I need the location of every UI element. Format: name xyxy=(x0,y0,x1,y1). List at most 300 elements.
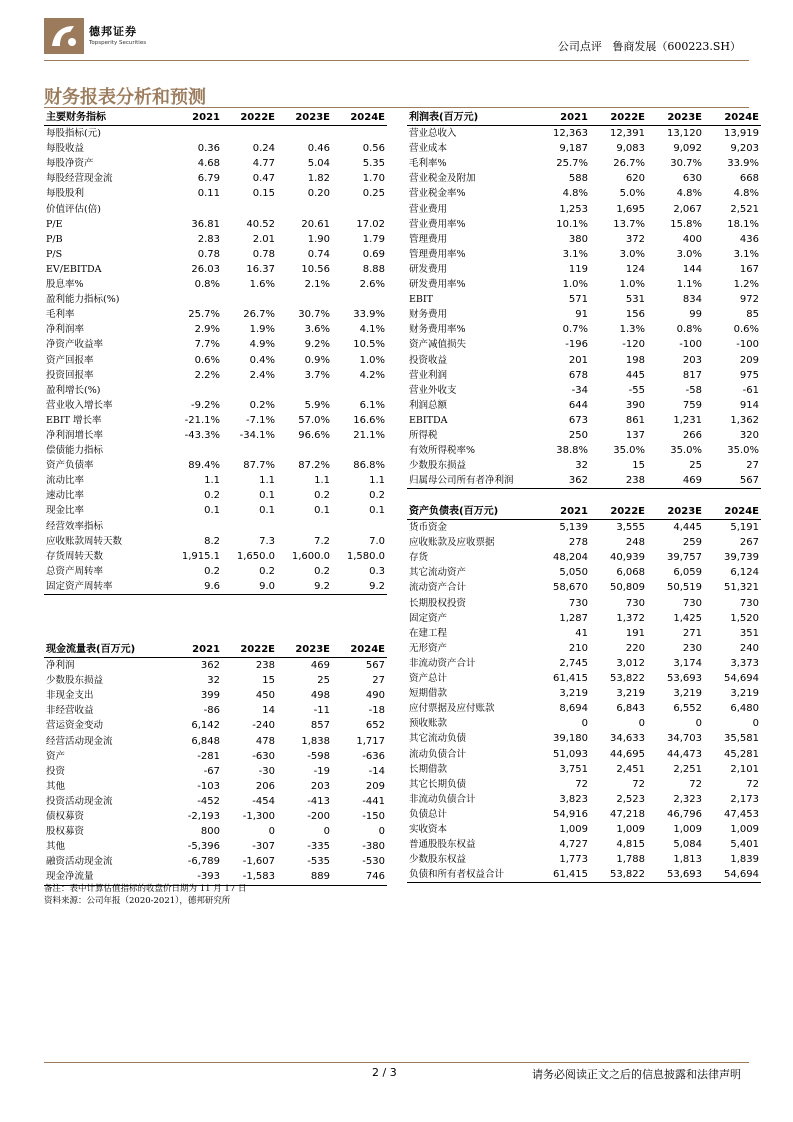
cell-value: 3,174 xyxy=(673,657,702,669)
cell-value: 4.8% xyxy=(733,188,759,200)
row-label: 应收账款周转天数 xyxy=(46,535,123,547)
table-header-row xyxy=(44,642,387,658)
row-label: 应收账款及应收票据 xyxy=(409,537,495,549)
cell-value: 259 xyxy=(682,537,702,549)
row-label: 营业收入增长率 xyxy=(46,399,113,411)
table-title: 现金流量表(百万元) xyxy=(44,642,167,658)
cell-value xyxy=(332,383,387,398)
cell-value: 0.24 xyxy=(252,143,275,155)
cell-value: 53,822 xyxy=(610,673,645,685)
row-label: 流动负债合计 xyxy=(409,748,467,760)
year-header: 2022E xyxy=(590,110,647,126)
cell-value: 2.2% xyxy=(194,369,220,381)
row-label: 资产 xyxy=(46,750,66,762)
row-label: 财务费用率% xyxy=(409,324,466,336)
cell-value: 10.5% xyxy=(353,339,385,351)
cell-value: 1,009 xyxy=(730,823,759,835)
row-label: 营业总收入 xyxy=(409,128,457,140)
table-row xyxy=(44,353,387,368)
cell-value: 53,693 xyxy=(667,673,702,685)
cell-value: 436 xyxy=(739,233,759,245)
cell-value: -393 xyxy=(167,869,222,885)
year-header: 2024E xyxy=(704,504,761,520)
cell-value: 46,796 xyxy=(667,808,702,820)
cell-value: 30.7% xyxy=(298,309,330,321)
table-row xyxy=(44,428,387,443)
report-type: 公司点评 xyxy=(557,40,602,53)
cell-value: 4.8% xyxy=(676,188,702,200)
cell-value: 0.2 xyxy=(259,565,275,577)
cell-value: 1.3% xyxy=(619,324,645,336)
cell-value: 33.9% xyxy=(727,158,759,170)
cell-value: -150 xyxy=(362,811,385,823)
cell-value xyxy=(222,126,277,142)
row-label: 所得税 xyxy=(409,429,438,441)
cell-value: -120 xyxy=(622,339,645,351)
cell-value: 10.1% xyxy=(556,218,588,230)
cell-value: 1.70 xyxy=(362,173,385,185)
cell-value: 9,083 xyxy=(616,143,645,155)
cell-value: 0.3 xyxy=(369,565,385,577)
cell-value: -11 xyxy=(313,705,330,717)
row-label: 营业外收支 xyxy=(409,384,457,396)
cell-value: 137 xyxy=(625,429,645,441)
row-label: 财务费用 xyxy=(409,309,448,321)
cell-value: 531 xyxy=(625,294,645,306)
cell-value: 0.2 xyxy=(314,565,330,577)
footer-divider xyxy=(44,1062,749,1063)
cell-value: 1,600.0 xyxy=(291,550,330,562)
cell-value: 240 xyxy=(739,642,759,654)
cell-value xyxy=(167,292,222,307)
cell-value: -67 xyxy=(203,765,220,777)
cell-value: 35.0% xyxy=(727,445,759,457)
row-label: 毛利率% xyxy=(409,158,447,170)
row-label: 有效所得税率% xyxy=(409,445,476,457)
cell-value: 72 xyxy=(689,778,702,790)
cell-value: 203 xyxy=(682,354,702,366)
table-row xyxy=(407,686,761,701)
cell-value: 230 xyxy=(682,642,702,654)
cell-value: 571 xyxy=(568,294,588,306)
row-label: 融资活动现金流 xyxy=(46,856,113,868)
table-row xyxy=(407,611,761,626)
row-label: 管理费用率% xyxy=(409,248,466,260)
cell-value: 1.1% xyxy=(676,279,702,291)
section-divider xyxy=(44,107,749,108)
cell-value: 40,939 xyxy=(610,552,645,564)
cell-value: 0.1 xyxy=(259,505,275,517)
cell-value: -1,607 xyxy=(242,856,275,868)
year-header: 2023E xyxy=(647,110,704,126)
table-header-row xyxy=(44,110,387,126)
cell-value: 8.2 xyxy=(204,535,220,547)
cell-value: 32 xyxy=(207,675,220,687)
cell-value: 27 xyxy=(372,675,385,687)
table-row xyxy=(407,217,761,232)
row-label: 营业利润 xyxy=(409,369,448,381)
cell-value: 16.37 xyxy=(246,263,275,275)
row-label: 固定资产 xyxy=(409,612,448,624)
row-label: 每股经营现金流 xyxy=(46,173,113,185)
cell-value: 3,823 xyxy=(559,793,588,805)
cell-value: 206 xyxy=(255,780,275,792)
cell-value: 5,084 xyxy=(673,839,702,851)
cell-value: 278 xyxy=(568,537,588,549)
cell-value: 34,703 xyxy=(667,733,702,745)
cell-value: 4.9% xyxy=(249,339,275,351)
cell-value: 1,009 xyxy=(673,823,702,835)
cell-value: 167 xyxy=(739,263,759,275)
cell-value: 5,050 xyxy=(559,567,588,579)
row-label: 无形资产 xyxy=(409,642,448,654)
row-label: 资产回报率 xyxy=(46,354,94,366)
cell-value: 45,281 xyxy=(724,748,759,760)
cell-value: 7.3 xyxy=(259,535,275,547)
cell-value xyxy=(167,443,222,458)
row-label: 经营活动现金流 xyxy=(46,735,113,747)
table-row xyxy=(44,488,387,503)
row-label: 营业税金及附加 xyxy=(409,173,476,185)
row-label: 毛利率 xyxy=(46,309,75,321)
cell-value: 35,581 xyxy=(724,733,759,745)
year-header: 2022E xyxy=(590,504,647,520)
balance-sheet-table xyxy=(407,504,761,883)
cell-value: 4,815 xyxy=(616,839,645,851)
cell-value xyxy=(332,519,387,534)
row-label: 流动比率 xyxy=(46,475,85,487)
cell-value: 2,101 xyxy=(730,763,759,775)
cell-value: 209 xyxy=(365,780,385,792)
table-row xyxy=(44,141,387,156)
cell-value: 53,693 xyxy=(647,867,704,883)
page-number: 2 / 3 xyxy=(372,1066,397,1079)
cell-value: -18 xyxy=(368,705,385,717)
cell-value: 490 xyxy=(365,690,385,702)
row-label: 少数股东权益 xyxy=(409,854,467,866)
cell-value: 6,480 xyxy=(730,703,759,715)
cell-value: -86 xyxy=(203,705,220,717)
table-row xyxy=(44,156,387,171)
cell-value: 673 xyxy=(568,414,588,426)
cell-value: -21.1% xyxy=(184,414,220,426)
cell-value: 34,633 xyxy=(610,733,645,745)
table-row xyxy=(44,443,387,458)
cell-value: 30.7% xyxy=(670,158,702,170)
cell-value: 7.0 xyxy=(369,535,385,547)
cell-value xyxy=(222,443,277,458)
cell-value: 730 xyxy=(568,597,588,609)
row-label: 利润总额 xyxy=(409,399,448,411)
cell-value xyxy=(167,519,222,534)
cell-value: 25 xyxy=(689,460,702,472)
cell-value: 362 xyxy=(200,660,220,672)
cell-value xyxy=(332,443,387,458)
cell-value: 53,822 xyxy=(590,867,647,883)
cell-value: 1,362 xyxy=(730,414,759,426)
cell-value: 498 xyxy=(310,690,330,702)
cell-value xyxy=(277,202,332,217)
cell-value: -61 xyxy=(742,384,759,396)
cell-value: 0.74 xyxy=(307,248,330,260)
table-row xyxy=(407,641,761,656)
cell-value: 1.1 xyxy=(369,475,385,487)
cell-value: 238 xyxy=(255,660,275,672)
cell-value: 9.6 xyxy=(167,579,222,595)
table-row xyxy=(407,473,761,489)
row-label: 流动资产合计 xyxy=(409,582,467,594)
cell-value: 1,520 xyxy=(730,612,759,624)
cell-value: 72 xyxy=(746,778,759,790)
cell-value: 9,092 xyxy=(673,143,702,155)
cell-value: 5,401 xyxy=(730,839,759,851)
cell-value: 834 xyxy=(682,294,702,306)
cell-value: 39,180 xyxy=(553,733,588,745)
cell-value: -240 xyxy=(252,720,275,732)
cell-value: 652 xyxy=(365,720,385,732)
cell-value: 38.8% xyxy=(556,445,588,457)
row-label: 投资收益 xyxy=(409,354,448,366)
cell-value: 35.0% xyxy=(613,445,645,457)
cell-value: 36.81 xyxy=(191,218,220,230)
cell-value: -2,193 xyxy=(187,811,220,823)
table-row xyxy=(44,413,387,428)
row-label: 营业税金率% xyxy=(409,188,466,200)
cell-value: 0.4% xyxy=(249,354,275,366)
table-row xyxy=(407,867,761,883)
table-row xyxy=(407,171,761,186)
cell-value: 248 xyxy=(625,537,645,549)
cell-value: 8,694 xyxy=(559,703,588,715)
table-row xyxy=(44,247,387,262)
cell-value: 209 xyxy=(739,354,759,366)
cell-value: 0.1 xyxy=(369,505,385,517)
cell-value: -380 xyxy=(362,841,385,853)
data-source: 资料来源：公司年报（2020-2021），德邦研究所 xyxy=(44,896,231,906)
table-header-row xyxy=(407,504,761,520)
table-row xyxy=(407,837,761,852)
cell-value: 51,093 xyxy=(553,748,588,760)
table-row xyxy=(407,262,761,277)
table-row xyxy=(44,292,387,307)
cell-value: -598 xyxy=(307,750,330,762)
table-row xyxy=(407,322,761,337)
cell-value: -19 xyxy=(313,765,330,777)
row-label: 资产减值损失 xyxy=(409,339,467,351)
year-header: 2024E xyxy=(704,110,761,126)
cell-value: 1.79 xyxy=(362,233,385,245)
cell-value: 1.0% xyxy=(359,354,385,366)
year-header: 2021 xyxy=(533,504,590,520)
cell-value: 20.61 xyxy=(301,218,330,230)
cell-value: 44,473 xyxy=(667,748,702,760)
cell-value: -535 xyxy=(307,856,330,868)
row-label: 非流动负债合计 xyxy=(409,793,476,805)
cell-value: 7.2 xyxy=(314,535,330,547)
table-row xyxy=(44,277,387,292)
cell-value: 3.6% xyxy=(304,324,330,336)
cell-value: 1,580.0 xyxy=(346,550,385,562)
cell-value: 9.2 xyxy=(277,579,332,595)
cell-value: 87.7% xyxy=(243,460,275,472)
cell-value: 25.7% xyxy=(188,309,220,321)
cell-value xyxy=(222,519,277,534)
cell-value: 1.6% xyxy=(249,279,275,291)
table-row xyxy=(407,852,761,867)
cell-value: 390 xyxy=(625,399,645,411)
table-row xyxy=(44,564,387,579)
cell-value: 1.0% xyxy=(619,279,645,291)
cell-value: 0.2 xyxy=(204,490,220,502)
year-header: 2024E xyxy=(332,110,387,126)
cell-value: 3,219 xyxy=(616,688,645,700)
report-header xyxy=(558,38,741,54)
cell-value: 1,717 xyxy=(356,735,385,747)
cell-value xyxy=(277,292,332,307)
row-label: 其他 xyxy=(46,780,66,792)
cell-value: 372 xyxy=(625,233,645,245)
table-row xyxy=(44,703,387,718)
cell-value: 15 xyxy=(262,675,275,687)
table-row xyxy=(407,307,761,322)
cell-value: 99 xyxy=(689,309,702,321)
cell-value: 26.03 xyxy=(191,263,220,275)
row-label: 非现金支出 xyxy=(46,690,94,702)
row-label: 营业费用率% xyxy=(409,218,466,230)
cell-value: 203 xyxy=(310,780,330,792)
cell-value: 27 xyxy=(746,460,759,472)
cell-value: 2,067 xyxy=(673,203,702,215)
cell-value: 3,219 xyxy=(673,688,702,700)
cell-value: 9,203 xyxy=(730,143,759,155)
table-row xyxy=(407,277,761,292)
cell-value: 2,523 xyxy=(616,793,645,805)
main-indicators-table xyxy=(44,110,387,595)
table-row xyxy=(44,217,387,232)
cell-value: 0.46 xyxy=(307,143,330,155)
table-row xyxy=(44,307,387,322)
cell-value: 72 xyxy=(632,778,645,790)
cell-value: 0.2 xyxy=(314,490,330,502)
cell-value: 198 xyxy=(625,354,645,366)
table-row xyxy=(407,520,761,536)
row-label: 资产负债率 xyxy=(46,460,94,472)
row-label: 净利润增长率 xyxy=(46,429,104,441)
cell-value: 250 xyxy=(568,429,588,441)
table-row xyxy=(407,807,761,822)
table-row xyxy=(407,156,761,171)
row-label: 应付票据及应付账款 xyxy=(409,703,495,715)
cell-value: 1,915.1 xyxy=(181,550,220,562)
year-header: 2023E xyxy=(277,642,332,658)
row-label: P/E xyxy=(46,218,63,230)
cell-value: 61,415 xyxy=(553,673,588,685)
table-row xyxy=(44,718,387,733)
cell-value: 730 xyxy=(625,597,645,609)
row-label: 投资 xyxy=(46,765,66,777)
table-row xyxy=(44,749,387,764)
cell-value xyxy=(332,202,387,217)
year-header: 2023E xyxy=(277,110,332,126)
cell-value: 6,552 xyxy=(673,703,702,715)
cell-value xyxy=(277,443,332,458)
cell-value: 15 xyxy=(632,460,645,472)
table-row xyxy=(407,428,761,443)
cell-value: 975 xyxy=(739,369,759,381)
cell-value: 3.1% xyxy=(733,248,759,260)
cell-value: 6,848 xyxy=(191,735,220,747)
cell-value: 2.4% xyxy=(249,369,275,381)
cell-value: 3,012 xyxy=(616,657,645,669)
cell-value: 1.1 xyxy=(204,475,220,487)
cell-value: 0.78 xyxy=(252,248,275,260)
cell-value: 0.6% xyxy=(733,324,759,336)
cell-value: 678 xyxy=(568,369,588,381)
cell-value: 1,838 xyxy=(301,735,330,747)
cell-value: 0.36 xyxy=(197,143,220,155)
footer-disclaimer: 请务必阅读正文之后的信息披露和法律声明 xyxy=(532,1068,741,1081)
cell-value: 0.8% xyxy=(194,279,220,291)
cell-value xyxy=(167,126,222,142)
table-row xyxy=(44,186,387,201)
table-row xyxy=(407,443,761,458)
income-statement-table xyxy=(407,110,761,489)
cell-value: 89.4% xyxy=(188,460,220,472)
cell-value: -1,583 xyxy=(222,869,277,885)
cell-value: 1.82 xyxy=(307,173,330,185)
cell-value: 3.7% xyxy=(304,369,330,381)
cell-value: -413 xyxy=(307,795,330,807)
cell-value: 87.2% xyxy=(298,460,330,472)
table-row xyxy=(407,580,761,595)
cell-value: 644 xyxy=(568,399,588,411)
cell-value: -43.3% xyxy=(184,429,220,441)
row-label: EBIT 增长率 xyxy=(46,414,102,426)
table-row xyxy=(407,368,761,383)
cell-value: 15.8% xyxy=(670,218,702,230)
cell-value xyxy=(222,202,277,217)
cell-value: 1,425 xyxy=(673,612,702,624)
table-row xyxy=(44,262,387,277)
cell-value xyxy=(277,383,332,398)
cell-value: 86.8% xyxy=(353,460,385,472)
cell-value: 1,253 xyxy=(559,203,588,215)
cell-value: 5.9% xyxy=(304,399,330,411)
cell-value: 271 xyxy=(682,627,702,639)
cell-value: 119 xyxy=(568,263,588,275)
table-row xyxy=(44,473,387,488)
table-row xyxy=(44,534,387,549)
cell-value: 21.1% xyxy=(353,429,385,441)
table-row xyxy=(44,779,387,794)
table-row xyxy=(407,202,761,217)
cell-value: 0.47 xyxy=(252,173,275,185)
row-label: 固定资产周转率 xyxy=(44,579,167,595)
cell-value: 54,916 xyxy=(553,808,588,820)
section-title: 财务报表分析和预测 xyxy=(44,87,206,108)
cell-value: 6,142 xyxy=(191,720,220,732)
cell-value: 450 xyxy=(255,690,275,702)
row-label: 净利润 xyxy=(46,660,75,672)
company-logo-icon xyxy=(44,18,84,54)
company-name: 鲁商发展（600223.SH） xyxy=(612,40,741,53)
table-row xyxy=(44,809,387,824)
cell-value: 1.2% xyxy=(733,279,759,291)
table-row xyxy=(407,292,761,307)
cell-value: 0.15 xyxy=(252,188,275,200)
table-title: 利润表(百万元) xyxy=(407,110,533,126)
cell-value: -55 xyxy=(628,384,645,396)
